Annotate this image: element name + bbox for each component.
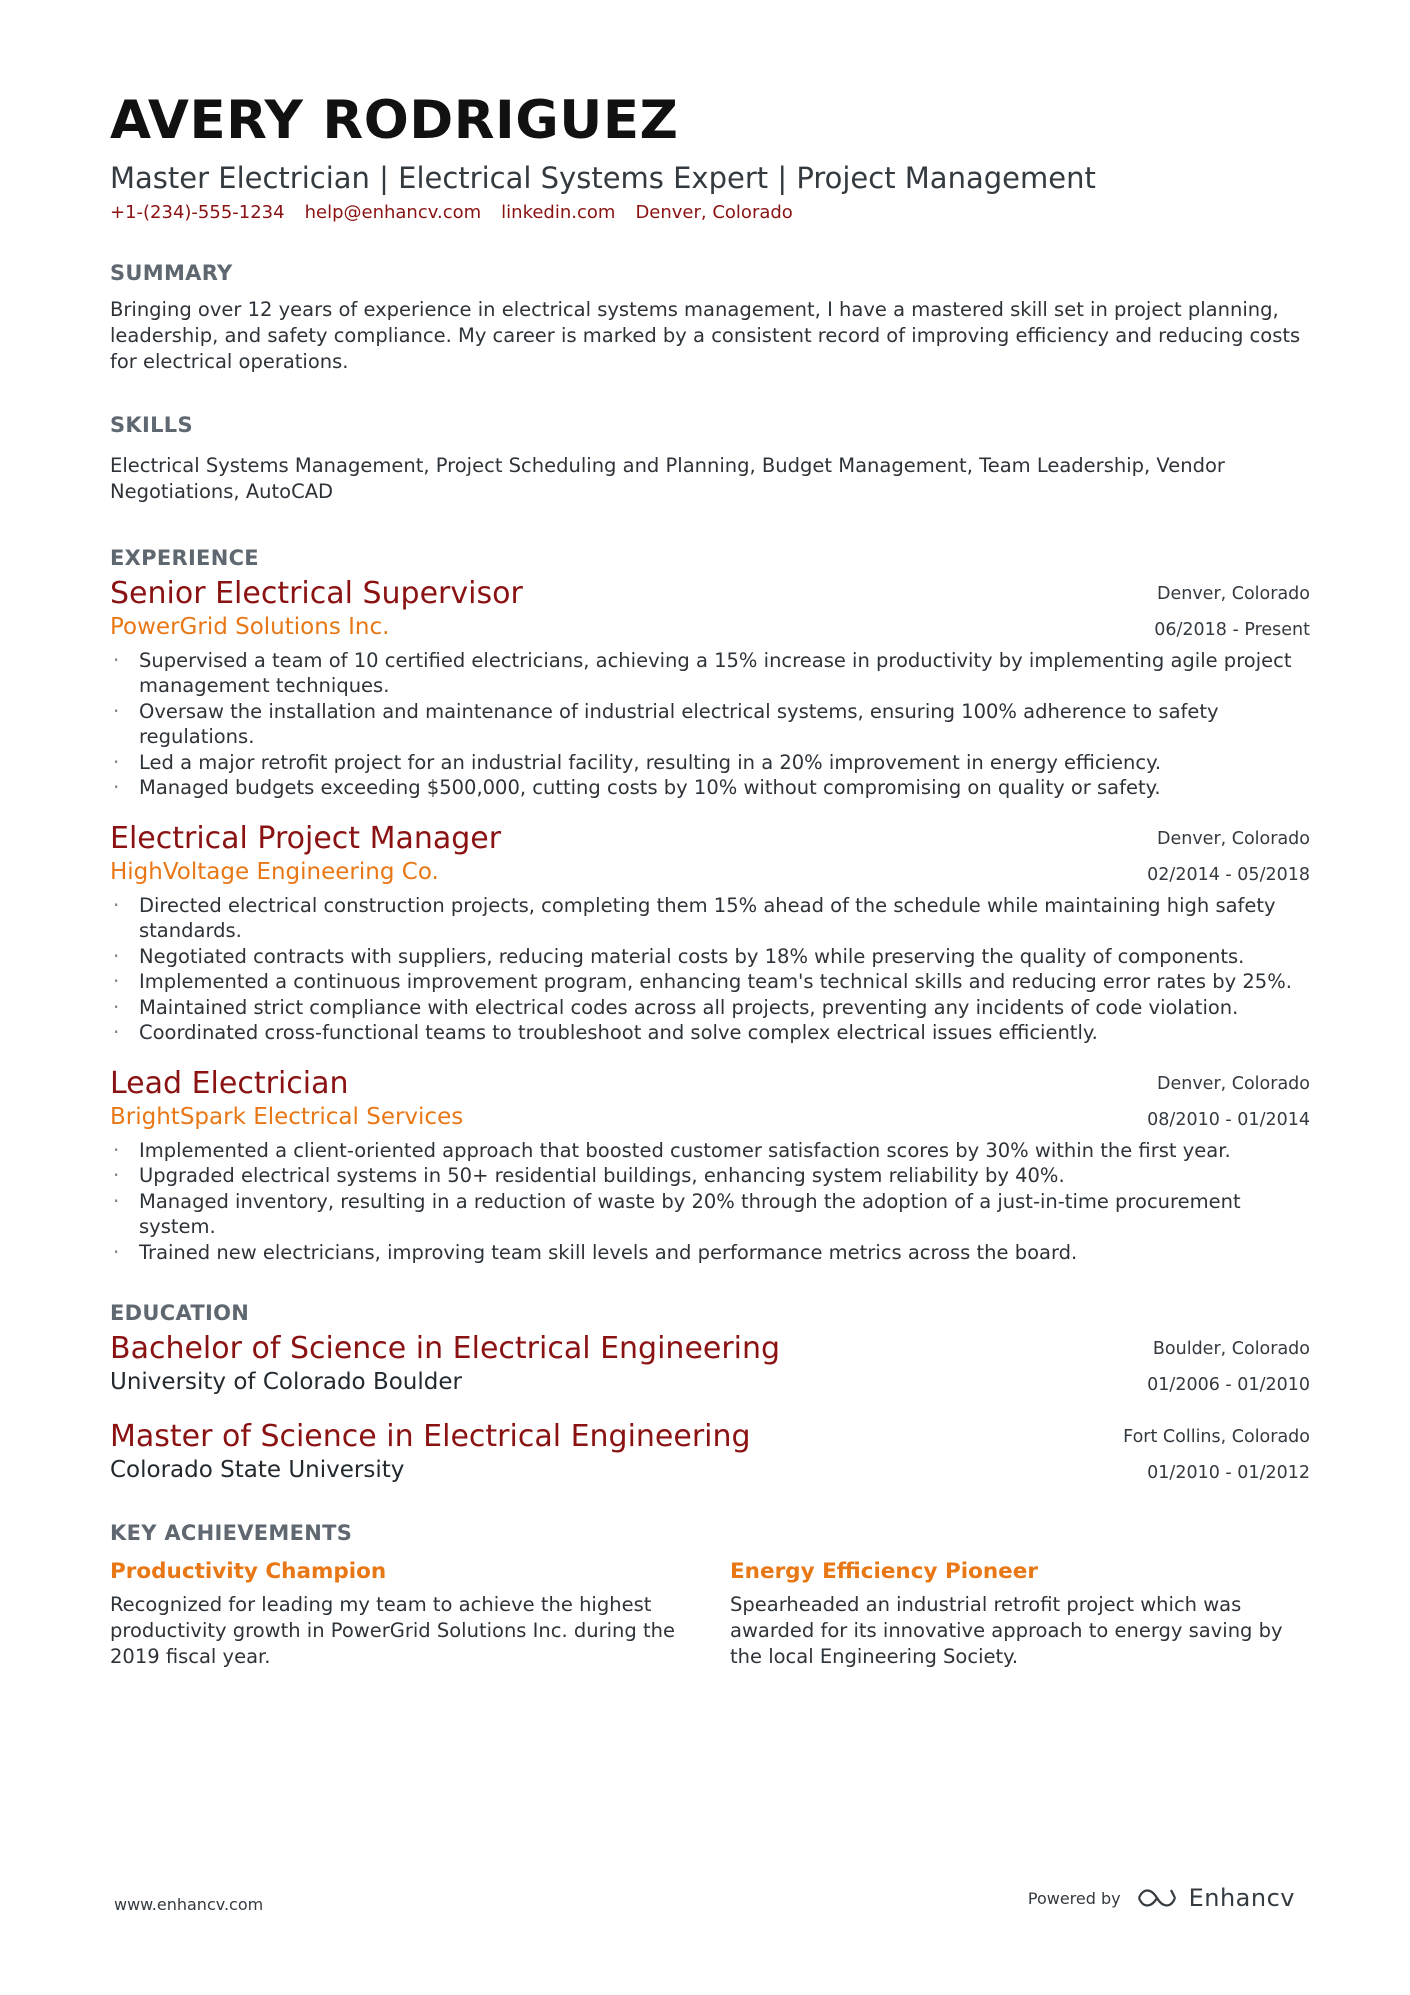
list-item: · Upgraded electrical systems in 50+ residential buildings, enhancing system reliability by 40%.	[110, 1163, 1319, 1189]
list-item: · Maintained strict compliance with electrical codes across all projects, preventing any incidents of code violation.	[110, 995, 1319, 1021]
job-location: Denver, Colorado	[1156, 583, 1310, 604]
list-item: · Managed inventory, resulting in a reduction of waste by 20% through the adoption of a just-in-time procurement system.	[110, 1189, 1319, 1240]
degree-title: Master of Science in Electrical Engineering	[110, 1419, 751, 1455]
achievement-desc: Recognized for leading my team to achieve the highest productivity growth in PowerGrid Solutions Inc. during the 2019 fiscal year.	[110, 1593, 675, 1669]
list-item: · Directed electrical construction projects, completing them 15% ahead of the schedule while maintaining high safety standards.	[110, 893, 1319, 944]
experience-section	[110, 546, 1310, 1266]
job-bullets	[110, 648, 1310, 801]
list-item: · Negotiated contracts with suppliers, reducing material costs by 18% while preserving the quality of components.	[110, 944, 1319, 970]
experience-entry	[110, 821, 1310, 1046]
enhancv-logo-icon	[1135, 1886, 1179, 1910]
list-item: · Managed budgets exceeding $500,000, cutting costs by 10% without compromising on quality or safety.	[110, 775, 1319, 801]
experience-entry	[110, 576, 1310, 801]
skills-text: Electrical Systems Management, Project Scheduling and Planning, Budget Management, Team Leadership, Vendor Negotiations, AutoCAD	[110, 453, 1225, 503]
school-dates: 01/2010 - 01/2012	[1147, 1463, 1310, 1484]
school-dates: 01/2006 - 01/2010	[1147, 1375, 1310, 1396]
achievement-title: Energy Efficiency Pioneer	[730, 1559, 1038, 1585]
summary-section	[110, 261, 1310, 375]
footer-powered	[1028, 1884, 1295, 1912]
school-name: University of Colorado Boulder	[110, 1369, 462, 1396]
contact-row	[110, 202, 1310, 223]
list-item: · Led a major retrofit project for an industrial facility, resulting in a 20% improvement in energy efficiency.	[110, 750, 1319, 776]
candidate-name: AVERY RODRIGUEZ	[110, 90, 679, 151]
entry-meta	[1123, 1419, 1310, 1491]
achievement-desc: Spearheaded an industrial retrofit project which was awarded for its innovative approach to energy saving by the local Engineering Society.	[730, 1593, 1283, 1669]
achievement-item	[110, 1559, 688, 1670]
resume-page	[110, 90, 1310, 1670]
job-bullets	[110, 1138, 1310, 1266]
job-bullets	[110, 893, 1310, 1046]
phone-link[interactable]: +1-(234)-555-1234	[110, 201, 285, 223]
achievements-grid	[110, 1559, 1310, 1670]
company-name: BrightSpark Electrical Services	[110, 1103, 464, 1130]
linkedin-link[interactable]: linkedin.com	[501, 201, 616, 223]
email-link[interactable]: help@enhancv.com	[304, 201, 482, 223]
footer-website[interactable]: www.enhancv.com	[114, 1895, 264, 1914]
education-entry	[110, 1419, 1310, 1485]
section-title: SUMMARY	[110, 260, 233, 285]
section-title: KEY ACHIEVEMENTS	[110, 1521, 353, 1546]
school-name: Colorado State University	[110, 1457, 405, 1484]
list-item: · Implemented a continuous improvement program, enhancing team's technical skills and reducing error rates by 25%.	[110, 969, 1319, 995]
school-location: Fort Collins, Colorado	[1123, 1427, 1310, 1448]
job-title: Electrical Project Manager	[110, 820, 502, 856]
job-dates: 08/2010 - 01/2014	[1147, 1109, 1310, 1130]
job-title: Senior Electrical Supervisor	[110, 575, 523, 611]
list-item: · Coordinated cross-functional teams to troubleshoot and solve complex electrical issues efficiently.	[110, 1020, 1319, 1046]
entry-meta	[1147, 1331, 1310, 1403]
degree-title: Bachelor of Science in Electrical Engineering	[110, 1331, 781, 1367]
list-item: · Implemented a client-oriented approach that boosted customer satisfaction scores by 30% within the first year.	[110, 1138, 1319, 1164]
headline: Master Electrician | Electrical Systems Expert | Project Management	[110, 161, 1096, 195]
company-name: HighVoltage Engineering Co.	[110, 858, 439, 885]
company-name: PowerGrid Solutions Inc.	[110, 613, 390, 640]
school-location: Boulder, Colorado	[1152, 1339, 1310, 1360]
job-dates: 02/2014 - 05/2018	[1147, 864, 1310, 885]
achievement-item	[730, 1559, 1308, 1670]
job-dates: 06/2018 - Present	[1154, 619, 1310, 640]
section-title: EDUCATION	[110, 1301, 250, 1326]
entry-meta	[1154, 576, 1310, 648]
entry-meta	[1147, 1066, 1310, 1138]
education-entry	[110, 1331, 1310, 1397]
powered-by-label: Powered by	[1027, 1888, 1121, 1908]
brand-name: Enhancv	[1188, 1884, 1295, 1912]
brand-logo[interactable]	[1135, 1884, 1295, 1912]
job-title: Lead Electrician	[110, 1065, 349, 1101]
list-item: · Trained new electricians, improving team skill levels and performance metrics across the board.	[110, 1240, 1319, 1266]
section-title: EXPERIENCE	[110, 545, 259, 570]
list-item: · Oversaw the installation and maintenance of industrial electrical systems, ensuring 100% adherence to safety regulations.	[110, 699, 1319, 750]
location-text: Denver, Colorado	[635, 201, 793, 223]
job-location: Denver, Colorado	[1156, 1073, 1310, 1094]
skills-section	[110, 413, 1310, 505]
education-section	[110, 1301, 1310, 1485]
job-location: Denver, Colorado	[1156, 828, 1310, 849]
section-title: SKILLS	[110, 412, 193, 437]
experience-entry	[110, 1066, 1310, 1266]
achievements-section	[110, 1521, 1310, 1670]
achievement-title: Productivity Champion	[110, 1559, 387, 1585]
list-item: · Supervised a team of 10 certified electricians, achieving a 15% increase in productivity by implementing agile project management techniques.	[110, 648, 1319, 699]
entry-meta	[1147, 821, 1310, 893]
summary-text: Bringing over 12 years of experience in electrical systems management, I have a mastered skill set in project planning, leadership, and safety compliance. My career is marked by a consistent record of improving efficiency and reducing costs for electrical operations.	[110, 297, 1301, 373]
